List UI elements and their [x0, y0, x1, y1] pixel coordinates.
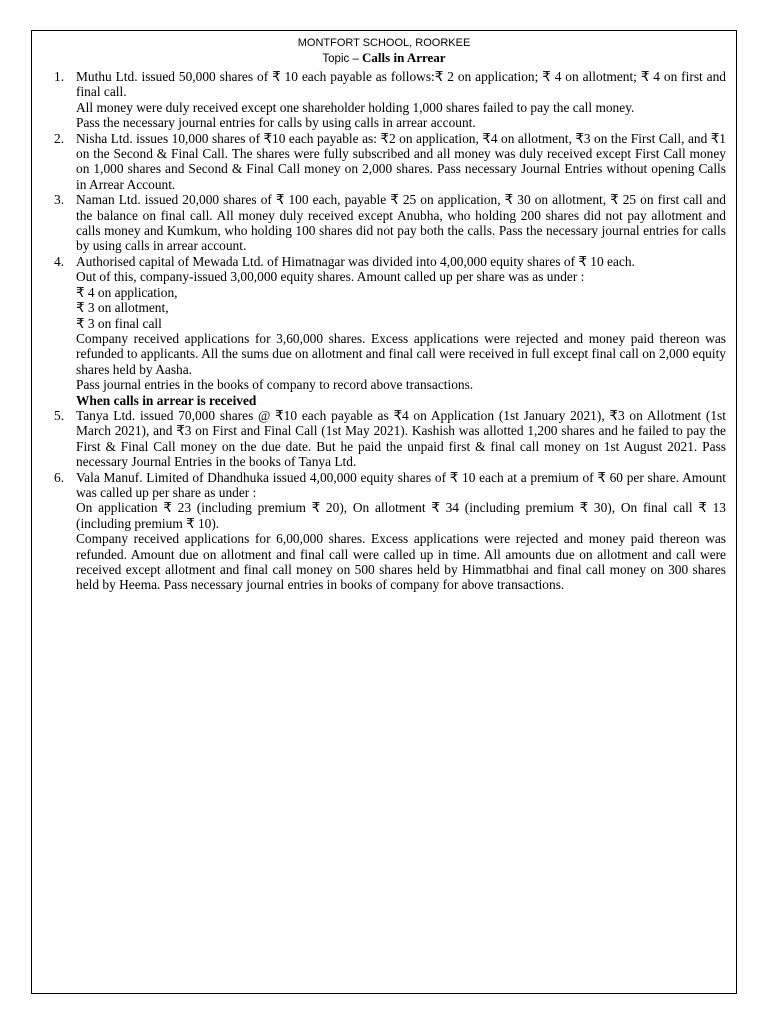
question-text: On application ₹ 23 (including premium ₹ 20), On allotment ₹ 34 (including premium ₹ 30), On final call ₹ 13 (including premium ₹ 10). — [76, 500, 726, 531]
question-4 — [32, 254, 732, 393]
question-number: 1. — [54, 69, 65, 84]
question-text: Muthu Ltd. issued 50,000 shares of ₹ 10 each payable as follows:₹ 2 on application; ₹ 4 on allotment; ₹ 4 on first and final call. — [76, 69, 726, 100]
question-number: 2. — [54, 130, 65, 146]
section-subheading: When calls in arrear is received — [76, 392, 257, 408]
topic-title: Calls in Arrear — [362, 50, 446, 65]
question-text: Naman Ltd. issued 20,000 shares of ₹ 100 each, payable ₹ 25 on application, ₹ 30 on allotment, ₹ 25 on first call and the balance on final call. All money duly received except Anubha, who holding 200 shares did not pay allotment and calls money and Kumkum, who holding 100 shares did not pay both the calls. Pass the necessary journal entries for calls by using calls in arrear account. — [76, 192, 726, 254]
question-number: 5. — [54, 407, 65, 423]
question-number: 6. — [54, 469, 65, 485]
question-text: Authorised capital of Mewada Ltd. of Himatnagar was divided into 4,00,000 equity shares of ₹ 10 each. — [76, 253, 635, 269]
question-number: 4. — [54, 253, 65, 269]
page-header — [32, 36, 736, 67]
question-text: All money were duly received except one shareholder holding 1,000 shares failed to pay the call money. — [76, 99, 635, 115]
question-text: ₹ 4 on application, — [76, 284, 178, 300]
topic-prefix: Topic – — [322, 53, 363, 65]
question-number: 3. — [54, 192, 65, 208]
question-text: ₹ 3 on allotment, — [76, 300, 169, 316]
question-text: Pass the necessary journal entries for calls by using calls in arrear account. — [76, 115, 476, 131]
question-text: Company received applications for 6,00,000 shares. Excess applications were rejected and money paid thereon was refunded. Amount due on allotment and final call were called up in time. All amounts due on allotment and call were received except allotment and final call money on 500 shares held by Himmatbhai and final call money on 300 shares held by Heema. Pass necessary journal entries in books of company for above transactions. — [76, 531, 726, 593]
question-text: Nisha Ltd. issues 10,000 shares of ₹10 each payable as: ₹2 on application, ₹4 on allotment, ₹3 on the First Call, and ₹1 on the Second & Final Call. The shares were fully subscribed and all money was duly received except First Call money on 1,000 shares and Second & Final Call money on 2,000 shares. Pass necessary Journal Entries without opening Calls in Arrear Account. — [76, 130, 726, 192]
question-3 — [32, 192, 732, 254]
question-6 — [32, 470, 732, 593]
question-1 — [32, 69, 732, 131]
question-text: ₹ 3 on final call — [76, 315, 162, 331]
question-text: Pass journal entries in the books of company to record above transactions. — [76, 377, 474, 393]
question-text: Out of this, company-issued 3,00,000 equity shares. Amount called up per share was as under : — [76, 269, 585, 285]
question-5 — [32, 408, 732, 470]
question-2 — [32, 131, 732, 193]
question-text: Company received applications for 3,60,000 shares. Excess applications were rejected and money paid thereon was refunded to applicants. All the sums due on allotment and final call were received in full except final call on 2,000 equity shares held by Aasha. — [76, 330, 726, 377]
school-name: MONTFORT SCHOOL, ROORKEE — [297, 37, 471, 49]
page-frame — [31, 30, 737, 994]
question-list — [32, 69, 732, 593]
question-text: Tanya Ltd. issued 70,000 shares @ ₹10 each payable as ₹4 on Application (1st January 2021), ₹3 on Allotment (1st March 2021), and ₹3 on First and Final Call (1st May 2021). Kashish was allotted 1,200 shares and he failed to pay the First & Final Call money on the due date. But he paid the unpaid first & final call money on 1st August 2021. Pass necessary Journal Entries in the books of Tanya Ltd. — [76, 407, 726, 470]
topic-line — [32, 50, 736, 67]
question-text: Vala Manuf. Limited of Dhandhuka issued 4,00,000 equity shares of ₹ 10 each at a premium of ₹ 60 per share. Amount was called up per share as under : — [76, 469, 726, 500]
